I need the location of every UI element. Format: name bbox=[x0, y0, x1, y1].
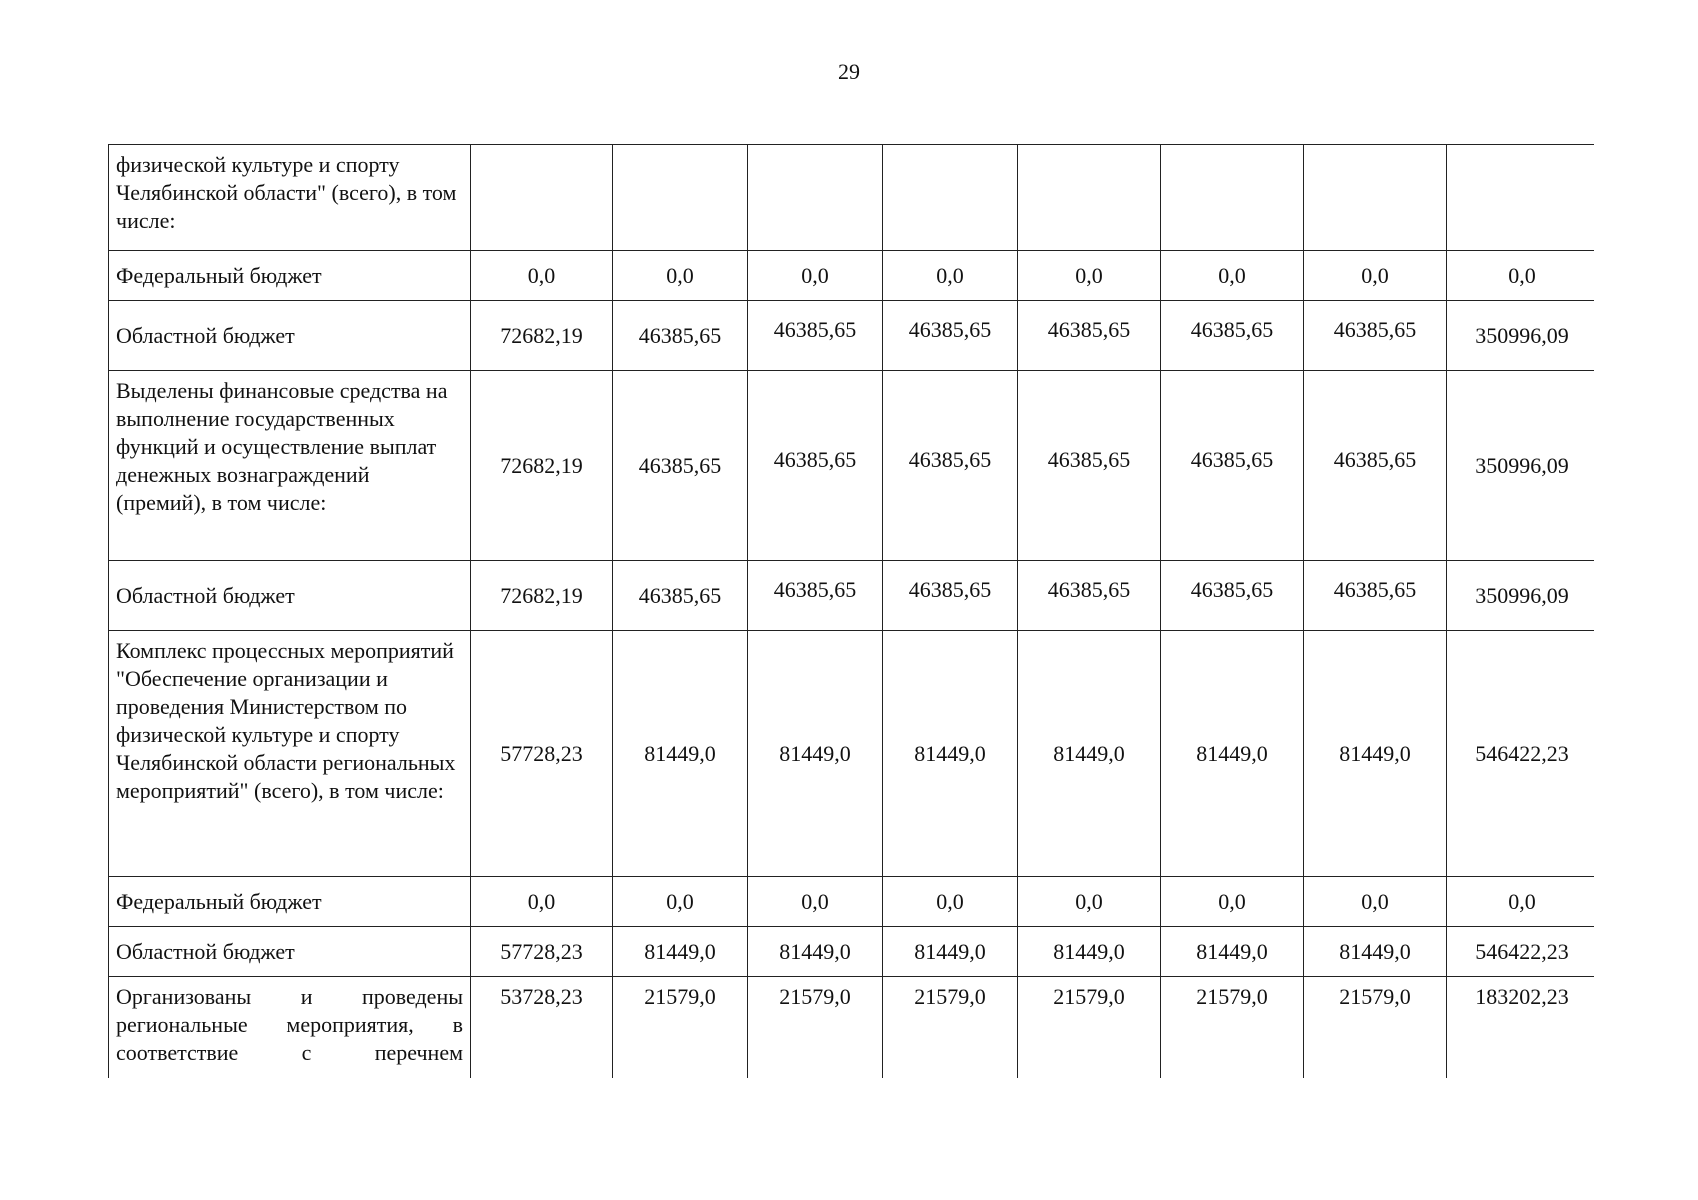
value-cell: 57728,23 bbox=[471, 631, 613, 877]
value-cell bbox=[1161, 145, 1304, 251]
table-row bbox=[109, 145, 1595, 251]
value-cell: 0,0 bbox=[883, 877, 1018, 927]
value-cell: 81449,0 bbox=[1304, 927, 1447, 977]
value-cell: 350996,09 bbox=[1447, 561, 1595, 631]
table-row bbox=[109, 251, 1595, 301]
value-cell: 21579,0 bbox=[1161, 977, 1304, 1079]
value-cell: 81449,0 bbox=[1161, 631, 1304, 877]
value-cell: 21579,0 bbox=[1018, 977, 1161, 1079]
value-cell: 46385,65 bbox=[1018, 371, 1161, 561]
table-row bbox=[109, 927, 1595, 977]
value-cell: 0,0 bbox=[1161, 877, 1304, 927]
value-cell bbox=[883, 145, 1018, 251]
value-cell bbox=[1304, 145, 1447, 251]
row-label: Комплекс процессных мероприятий "Обеспечение организации и проведения Министерством по физической культуре и спорту Челябинской области региональных мероприятий" (всего), в том числе: bbox=[109, 631, 471, 877]
value-cell: 72682,19 bbox=[471, 561, 613, 631]
value-cell: 81449,0 bbox=[1018, 927, 1161, 977]
value-cell: 0,0 bbox=[1018, 877, 1161, 927]
value-cell: 46385,65 bbox=[1304, 371, 1447, 561]
table-row bbox=[109, 301, 1595, 371]
value-cell: 46385,65 bbox=[883, 301, 1018, 371]
value-cell: 46385,65 bbox=[1304, 561, 1447, 631]
value-cell: 81449,0 bbox=[883, 631, 1018, 877]
budget-table bbox=[108, 144, 1594, 1078]
value-cell: 546422,23 bbox=[1447, 631, 1595, 877]
value-cell: 0,0 bbox=[1447, 877, 1595, 927]
value-cell: 0,0 bbox=[471, 251, 613, 301]
value-cell: 0,0 bbox=[1304, 877, 1447, 927]
page-number: 29 bbox=[838, 59, 860, 84]
row-label: Федеральный бюджет bbox=[109, 877, 471, 927]
value-cell: 0,0 bbox=[613, 877, 748, 927]
table-row bbox=[109, 371, 1595, 561]
value-cell: 46385,65 bbox=[1304, 301, 1447, 371]
value-cell: 81449,0 bbox=[1161, 927, 1304, 977]
value-cell: 0,0 bbox=[748, 251, 883, 301]
value-cell: 72682,19 bbox=[471, 301, 613, 371]
value-cell: 46385,65 bbox=[1018, 301, 1161, 371]
value-cell: 0,0 bbox=[1304, 251, 1447, 301]
value-cell: 81449,0 bbox=[1304, 631, 1447, 877]
value-cell: 21579,0 bbox=[883, 977, 1018, 1079]
value-cell: 81449,0 bbox=[613, 927, 748, 977]
value-cell: 46385,65 bbox=[1161, 371, 1304, 561]
value-cell: 81449,0 bbox=[1018, 631, 1161, 877]
value-cell: 0,0 bbox=[1447, 251, 1595, 301]
row-label: физической культуре и спорту Челябинской области" (всего), в том числе: bbox=[109, 145, 471, 251]
value-cell: 57728,23 bbox=[471, 927, 613, 977]
value-cell bbox=[1018, 145, 1161, 251]
value-cell: 53728,23 bbox=[471, 977, 613, 1079]
value-cell: 46385,65 bbox=[748, 561, 883, 631]
value-cell: 350996,09 bbox=[1447, 371, 1595, 561]
value-cell: 546422,23 bbox=[1447, 927, 1595, 977]
value-cell: 21579,0 bbox=[613, 977, 748, 1079]
value-cell: 81449,0 bbox=[748, 631, 883, 877]
table-row bbox=[109, 631, 1595, 877]
table-row bbox=[109, 561, 1595, 631]
value-cell: 0,0 bbox=[748, 877, 883, 927]
value-cell: 81449,0 bbox=[748, 927, 883, 977]
row-label: Областной бюджет bbox=[109, 927, 471, 977]
row-label: Федеральный бюджет bbox=[109, 251, 471, 301]
value-cell: 0,0 bbox=[1018, 251, 1161, 301]
row-label: Организованы и проведены региональные мероприятия, в соответствие с перечнем bbox=[109, 977, 471, 1079]
table-row bbox=[109, 977, 1595, 1079]
value-cell bbox=[471, 145, 613, 251]
value-cell: 46385,65 bbox=[613, 371, 748, 561]
row-label: Областной бюджет bbox=[109, 301, 471, 371]
value-cell: 46385,65 bbox=[1018, 561, 1161, 631]
value-cell: 46385,65 bbox=[748, 301, 883, 371]
value-cell: 0,0 bbox=[1161, 251, 1304, 301]
value-cell bbox=[748, 145, 883, 251]
value-cell: 350996,09 bbox=[1447, 301, 1595, 371]
value-cell: 0,0 bbox=[471, 877, 613, 927]
value-cell: 21579,0 bbox=[1304, 977, 1447, 1079]
value-cell: 46385,65 bbox=[613, 301, 748, 371]
value-cell: 46385,65 bbox=[1161, 301, 1304, 371]
value-cell: 81449,0 bbox=[613, 631, 748, 877]
value-cell: 81449,0 bbox=[883, 927, 1018, 977]
value-cell bbox=[613, 145, 748, 251]
row-label: Областной бюджет bbox=[109, 561, 471, 631]
row-label: Выделены финансовые средства на выполнение государственных функций и осуществление выплат денежных вознаграждений (премий), в том числе: bbox=[109, 371, 471, 561]
value-cell: 46385,65 bbox=[883, 371, 1018, 561]
value-cell bbox=[1447, 145, 1595, 251]
value-cell: 46385,65 bbox=[1161, 561, 1304, 631]
value-cell: 0,0 bbox=[613, 251, 748, 301]
value-cell: 46385,65 bbox=[613, 561, 748, 631]
budget-table-container bbox=[108, 144, 1594, 1078]
table-row bbox=[109, 877, 1595, 927]
value-cell: 46385,65 bbox=[883, 561, 1018, 631]
value-cell: 72682,19 bbox=[471, 371, 613, 561]
value-cell: 21579,0 bbox=[748, 977, 883, 1079]
value-cell: 183202,23 bbox=[1447, 977, 1595, 1079]
value-cell: 46385,65 bbox=[748, 371, 883, 561]
value-cell: 0,0 bbox=[883, 251, 1018, 301]
